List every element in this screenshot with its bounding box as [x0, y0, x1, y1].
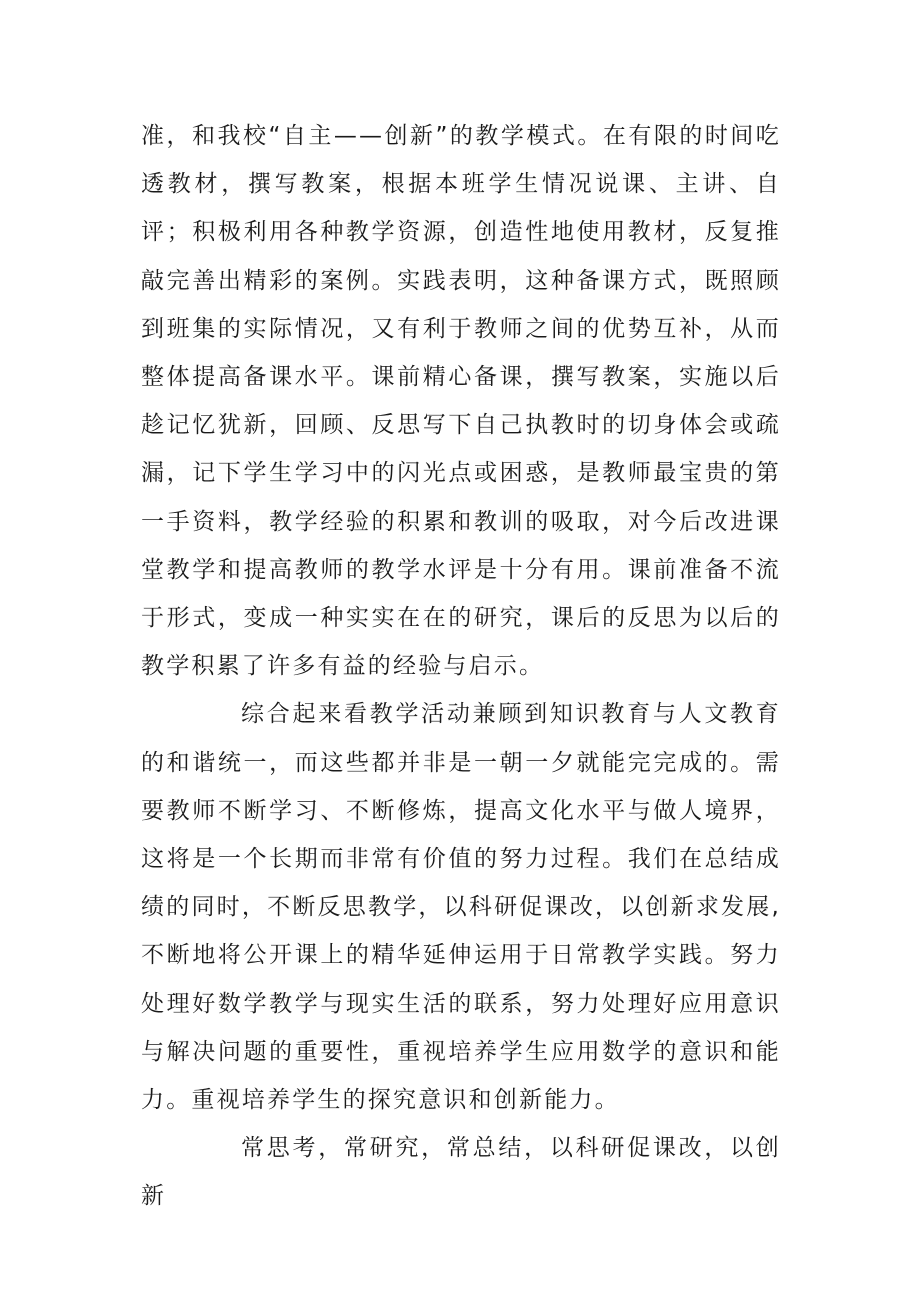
paragraph-1: 准，和我校“自主——创新”的教学模式。在有限的时间吃透教材，撰写教案，根据本班学生情况说课、主讲、自评；积极利用各种教学资源，创造性地使用教材，反复推敲完善出精彩的案例。实践表明，这种备课方式，既照顾到班集的实际情况，又有利于教师之间的优势互补，从而整体提高备课水平。课前精心备课，撰写教案，实施以后趁记忆犹新，回顾、反思写下自己执教时的切身体会或疏漏，记下学生学习中的闪光点或困惑，是教师最宝贵的第一手资料，教学经验的积累和教训的吸取，对今后改进课堂教学和提高教师的教学水评是十分有用。课前准备不流于形式，变成一种实实在在的研究，课后的反思为以后的教学积累了许多有益的经验与启示。: [141, 123, 781, 680]
paragraph-3: 常思考，常研究，常总结，以科研促课改，以创新: [141, 1135, 781, 1210]
document-body: [141, 112, 781, 1221]
paragraph-2: 综合起来看教学活动兼顾到知识教育与人文教育的和谐统一，而这些都并非是一朝一夕就能完完成的。需要教师不断学习、不断修炼，提高文化水平与做人境界，这将是一个长期而非常有价值的努力过程。我们在总结成绩的同时，不断反思教学，以科研促课改，以创新求发展,不断地将公开课上的精华延伸运用于日常教学实践。努力处理好数学教学与现实生活的联系，努力处理好应用意识与解决问题的重要性，重视培养学生应用数学的意识和能力。重视培养学生的探究意识和创新能力。: [141, 701, 781, 1114]
